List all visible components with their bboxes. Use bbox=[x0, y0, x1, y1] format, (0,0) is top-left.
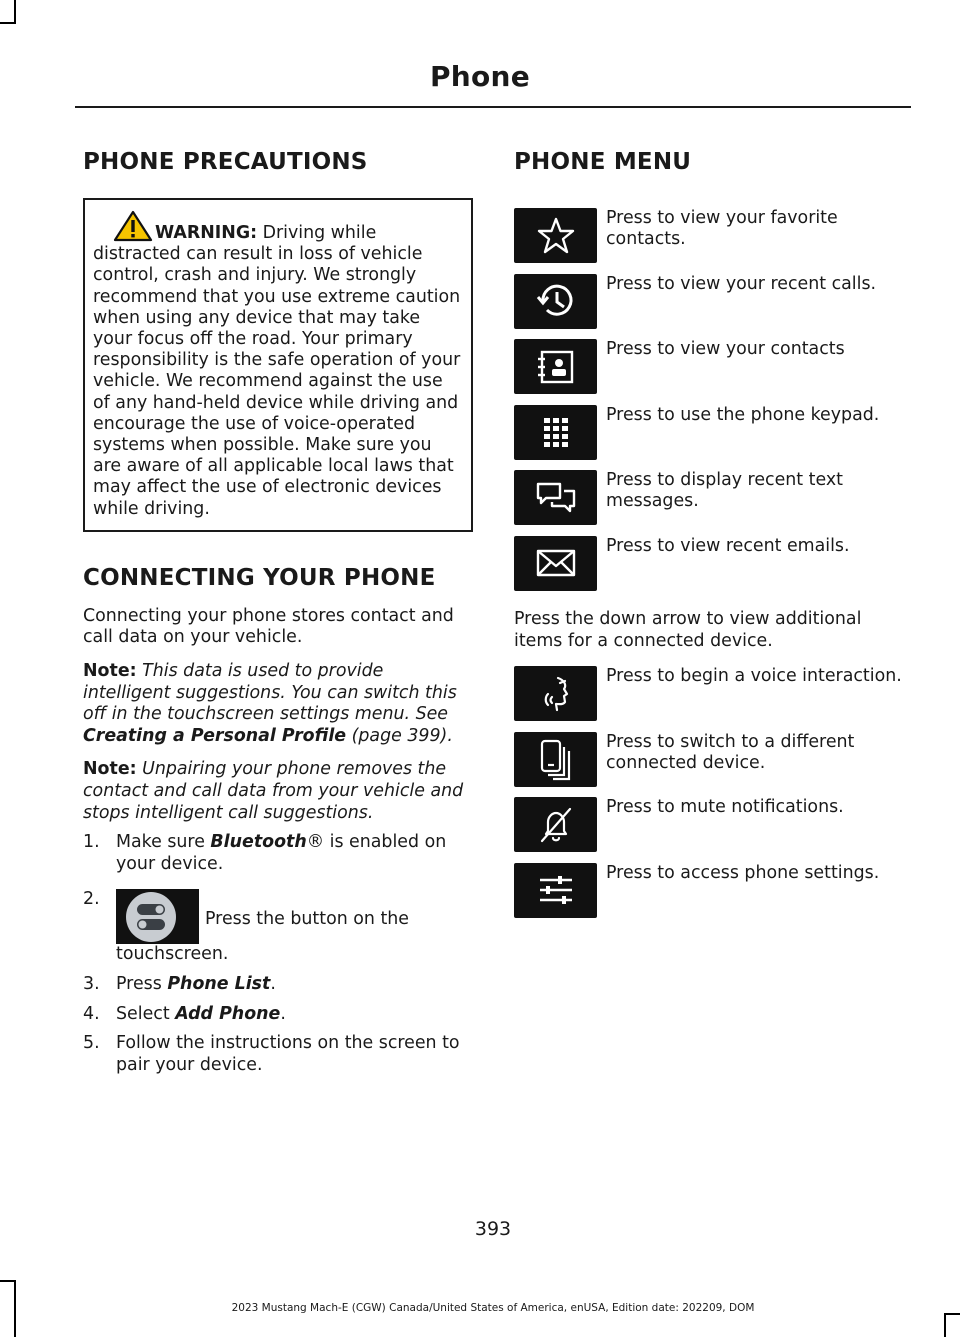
crop-mark bbox=[0, 1280, 16, 1282]
step-text: . bbox=[280, 1003, 286, 1024]
settings-toggle-icon bbox=[126, 892, 176, 942]
footer-text: 2023 Mustang Mach-E (CGW) Canada/United States of America, enUSA, Edition date: 202209, DOM bbox=[231, 1302, 755, 1314]
step-number: 3. bbox=[83, 973, 100, 994]
phone-menu-more-list bbox=[514, 666, 914, 928]
menu-item-description: Press to mute notifications. bbox=[606, 797, 844, 818]
menu-item-messages bbox=[514, 470, 914, 536]
connecting-intro: Connecting your phone stores contact and call data on your vehicle. bbox=[83, 605, 454, 648]
menu-item-mute bbox=[514, 797, 914, 863]
step-text: . bbox=[270, 973, 276, 994]
list-item bbox=[83, 974, 473, 996]
warning-text: Driving while distracted can result in loss of vehicle control, crash and injury. We strongly recommend that you use extreme caution when using any device that may take your focus off the road. Your primary responsibility is the safe operation of your vehicle. We recommend against the use of any hand-held device while driving and encourage the use of voice-operated systems when possible. Make sure you are aware of all applicable local laws that may affect the use of electronic devices while driving. bbox=[93, 223, 461, 519]
more-items-intro: Press the down arrow to view additional items for a connected device. bbox=[514, 609, 862, 651]
crop-mark bbox=[14, 0, 16, 22]
menu-item-description: Press to display recent text messages. bbox=[606, 470, 843, 512]
step-text: Follow the instructions on the screen to pair your device. bbox=[116, 1033, 460, 1075]
note-2 bbox=[83, 759, 473, 824]
menu-item-description: Press to view your contacts bbox=[606, 339, 845, 359]
switch-device-icon[interactable] bbox=[514, 732, 597, 787]
precautions-heading: PHONE PRECAUTIONS bbox=[83, 149, 368, 175]
list-item bbox=[83, 1004, 473, 1026]
menu-item-description: Press to switch to a different connected device. bbox=[606, 731, 855, 773]
warning-triangle-icon bbox=[113, 210, 153, 242]
messages-icon[interactable] bbox=[514, 470, 597, 525]
menu-item-description: Press to view your recent calls. bbox=[606, 273, 877, 294]
note-label: Note: bbox=[83, 759, 137, 780]
list-item bbox=[83, 832, 473, 875]
page-reference: (page 399). bbox=[351, 725, 453, 746]
page-number: 393 bbox=[474, 1218, 512, 1240]
pairing-steps bbox=[83, 832, 473, 1076]
step-number: 4. bbox=[83, 1003, 100, 1024]
note-text: Unpairing your phone removes the contact and call data from your vehicle and stops intelligent call suggestions. bbox=[83, 759, 464, 823]
menu-item-description: Press to view recent emails. bbox=[606, 535, 850, 556]
phone-menu-heading: PHONE MENU bbox=[514, 149, 692, 175]
settings-sliders-icon[interactable] bbox=[514, 863, 597, 918]
voice-icon[interactable] bbox=[514, 666, 597, 721]
step-emphasis: Phone List bbox=[167, 973, 271, 994]
crop-mark bbox=[0, 22, 16, 24]
step-number: 2. bbox=[83, 889, 100, 910]
step-number: 5. bbox=[83, 1033, 100, 1054]
page-title: Phone bbox=[429, 60, 531, 93]
profile-link[interactable]: Creating a Personal Profile bbox=[83, 725, 347, 746]
menu-item-settings bbox=[514, 863, 914, 929]
menu-item-favorites bbox=[514, 208, 914, 274]
step-text: Press the button on the touchscreen. bbox=[116, 909, 409, 965]
list-item bbox=[83, 1033, 473, 1076]
step-number: 1. bbox=[83, 832, 100, 853]
email-icon[interactable] bbox=[514, 536, 597, 591]
step-emphasis: Add Phone bbox=[175, 1003, 281, 1024]
menu-item-keypad bbox=[514, 405, 914, 471]
star-icon[interactable] bbox=[514, 208, 597, 263]
left-column bbox=[83, 146, 473, 1076]
menu-item-description: Press to begin a voice interaction. bbox=[606, 666, 902, 687]
header-divider bbox=[75, 106, 911, 108]
menu-item-email bbox=[514, 536, 914, 602]
menu-item-description: Press to use the phone keypad. bbox=[606, 404, 880, 425]
right-column bbox=[514, 146, 914, 928]
contacts-icon[interactable] bbox=[514, 339, 597, 394]
settings-button-image bbox=[116, 889, 199, 944]
note-1 bbox=[83, 661, 473, 747]
step-text: Press bbox=[116, 973, 168, 994]
list-item bbox=[83, 889, 473, 966]
note-text: This data is used to provide intelligent suggestions. You can switch this off in the touchscreen settings menu. See bbox=[83, 661, 457, 725]
step-emphasis: Bluetooth bbox=[210, 832, 307, 853]
warning-box bbox=[83, 198, 473, 532]
menu-item-switch-device bbox=[514, 732, 914, 798]
keypad-icon[interactable] bbox=[514, 405, 597, 460]
recent-calls-icon[interactable] bbox=[514, 274, 597, 329]
step-text: ® is enabled on your device. bbox=[116, 832, 447, 874]
mute-notifications-icon[interactable] bbox=[514, 797, 597, 852]
step-text: Make sure bbox=[116, 832, 211, 853]
menu-item-recent-calls bbox=[514, 274, 914, 340]
menu-item-contacts bbox=[514, 339, 914, 405]
warning-label: WARNING: bbox=[155, 223, 258, 243]
menu-item-description: Press to view your favorite contacts. bbox=[606, 208, 838, 250]
phone-menu-list bbox=[514, 208, 914, 601]
connecting-heading: CONNECTING YOUR PHONE bbox=[83, 564, 436, 591]
crop-mark bbox=[944, 1314, 946, 1337]
menu-item-description: Press to access phone settings. bbox=[606, 862, 880, 883]
step-text: Select bbox=[116, 1003, 176, 1024]
note-label: Note: bbox=[83, 661, 137, 682]
menu-item-voice bbox=[514, 666, 914, 732]
